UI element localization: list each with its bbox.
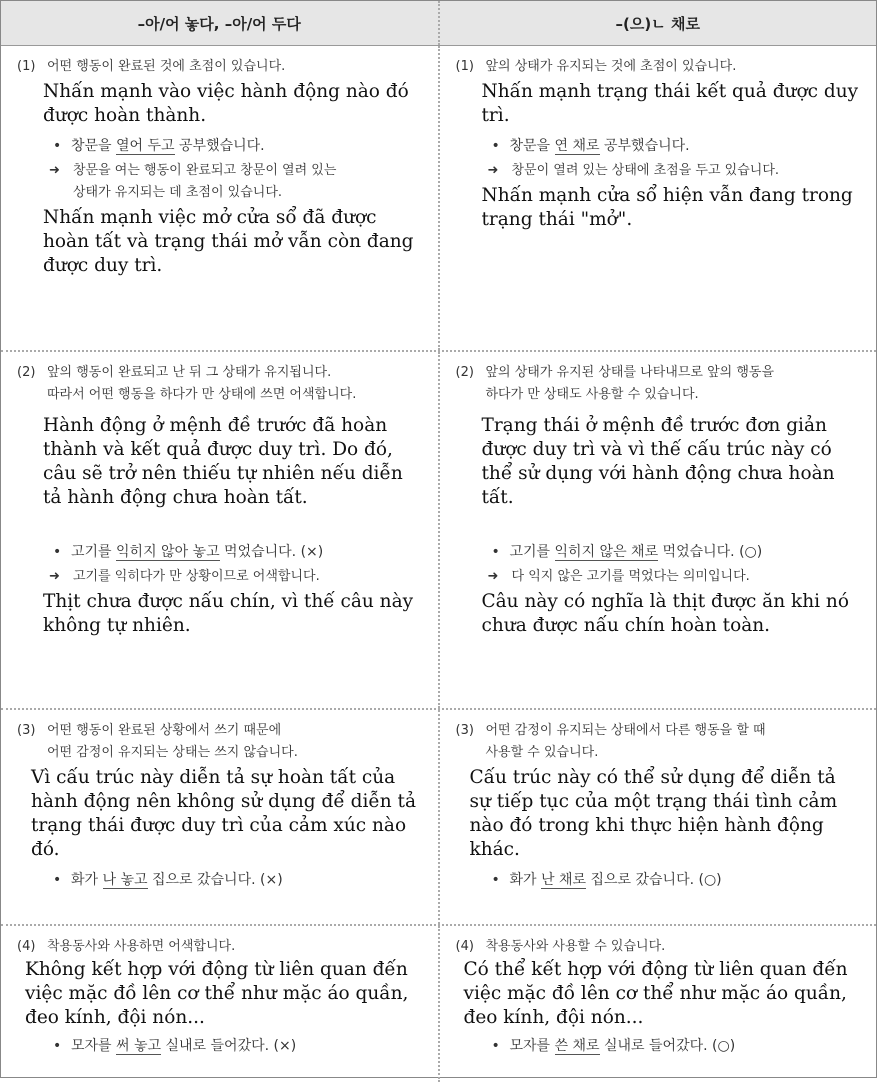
table-header bbox=[1, 1, 876, 46]
korean-note: (3) 어떤 감정이 유지되는 상태에서 다른 행동을 할 때 사용할 수 있습니다. bbox=[455, 723, 766, 760]
table-row bbox=[1, 710, 876, 926]
korean-note: (4) 착용동사와 사용할 수 있습니다. bbox=[455, 939, 666, 954]
korean-note: (1) 어떤 행동이 완료된 것에 초점이 있습니다. bbox=[17, 59, 286, 74]
example-sentence: • 모자를 써 놓고 실내로 들어갔다. (×) bbox=[53, 1038, 297, 1054]
table-row bbox=[1, 926, 876, 1082]
explanation-arrow-note: ➜ 창문이 열려 있는 상태에 초점을 두고 있습니다. bbox=[488, 160, 863, 182]
arrow-icon: ➜ bbox=[49, 163, 60, 178]
explanation-arrow-note: ➜ 창문을 여는 행동이 완료되고 창문이 열려 있는 상태가 유지되는 데 초점이 있습니다. bbox=[49, 160, 424, 204]
vietnamese-translation: Nhấn mạnh trạng thái kết quả được duy trì. bbox=[481, 81, 859, 126]
row3-left-cell bbox=[1, 710, 438, 924]
vietnamese-explanation: Câu này có nghĩa là thịt được ăn khi nó chưa được nấu chín hoàn toàn. bbox=[481, 591, 849, 636]
arrow-icon: ➜ bbox=[487, 163, 499, 178]
row2-left-cell bbox=[1, 352, 438, 708]
example-sentence: • 화가 난 채로 집으로 갔습니다. (○) bbox=[491, 872, 722, 888]
vietnamese-translation: Có thể kết hợp với động từ liên quan đến việc mặc đồ lên cơ thể như mặc áo quần, đeo kính, đội nón... bbox=[463, 959, 848, 1028]
row1-right-cell bbox=[438, 46, 877, 350]
vietnamese-explanation: Nhấn mạnh việc mở cửa sổ đã được hoàn tất và trạng thái mở vẫn còn đang được duy trì. bbox=[43, 207, 414, 276]
example-sentence: • 모자를 쓴 채로 실내로 들어갔다. (○) bbox=[491, 1038, 736, 1054]
example-sentence: • 창문을 연 채로 공부했습니다. bbox=[491, 138, 690, 154]
row3-right-cell bbox=[438, 710, 877, 924]
korean-note: (2) 앞의 상태가 유지된 상태를 나타내므로 앞의 행동을 하다가 만 상태도 사용할 수 있습니다. bbox=[455, 365, 775, 402]
row4-left-cell bbox=[1, 926, 438, 1082]
row1-left-cell bbox=[1, 46, 438, 350]
korean-note: (3) 어떤 행동이 완료된 상황에서 쓰기 때문에 어떤 감정이 유지되는 상태는 쓰지 않습니다. bbox=[17, 723, 298, 760]
vietnamese-explanation: Thịt chưa được nấu chín, vì thế câu này không tự nhiên. bbox=[43, 591, 414, 636]
example-sentence: • 화가 나 놓고 집으로 갔습니다. (×) bbox=[53, 872, 283, 888]
example-sentence: • 고기를 익히지 않은 채로 먹었습니다. (○) bbox=[491, 544, 763, 560]
vietnamese-translation: Cấu trúc này có thể sử dụng để diễn tả sự tiếp tục của một trạng thái tình cảm nào đó trong khi thực hiện hành động khác. bbox=[469, 767, 838, 860]
header-left: –아/어 놓다, –아/어 두다 bbox=[137, 14, 301, 33]
row4-right-cell bbox=[438, 926, 877, 1082]
arrow-icon: ➜ bbox=[49, 569, 60, 584]
vietnamese-translation: Hành động ở mệnh đề trước đã hoàn thành và kết quả được duy trì. Do đó, câu sẽ trở nên thiếu tự nhiên nếu diễn tả hành động chưa hoàn tất. bbox=[43, 415, 403, 508]
korean-note: (1) 앞의 상태가 유지되는 것에 초점이 있습니다. bbox=[455, 59, 737, 74]
table-row bbox=[1, 352, 876, 710]
vietnamese-translation: Trạng thái ở mệnh đề trước đơn giản được duy trì và vì thế cấu trúc này có thể sử dụng với hành động chưa hoàn tất. bbox=[481, 415, 835, 508]
arrow-icon: ➜ bbox=[487, 569, 499, 584]
example-sentence: • 고기를 익히지 않아 놓고 먹었습니다. (×) bbox=[53, 544, 324, 560]
example-sentence: • 창문을 열어 두고 공부했습니다. bbox=[53, 138, 265, 154]
vietnamese-translation: Vì cấu trúc này diễn tả sự hoàn tất của hành động nên không sử dụng để diễn tả trạng thái được duy trì của cảm xúc nào đó. bbox=[31, 767, 417, 860]
row2-right-cell bbox=[438, 352, 877, 708]
vietnamese-explanation: Nhấn mạnh cửa sổ hiện vẫn đang trong trạng thái "mở". bbox=[481, 185, 853, 230]
table-row bbox=[1, 46, 876, 352]
explanation-arrow-note: ➜ 고기를 익히다가 만 상황이므로 어색합니다. bbox=[49, 566, 424, 588]
korean-note: (2) 앞의 행동이 완료되고 난 뒤 그 상태가 유지됩니다. 따라서 어떤 행동을 하다가 만 상태에 쓰면 어색합니다. bbox=[17, 365, 357, 402]
vietnamese-translation: Không kết hợp với động từ liên quan đến việc mặc đồ lên cơ thể như mặc áo quần, đeo kính, đội nón... bbox=[25, 959, 409, 1028]
korean-note: (4) 착용동사와 사용하면 어색합니다. bbox=[17, 939, 236, 954]
explanation-arrow-note: ➜ 다 익지 않은 고기를 먹었다는 의미입니다. bbox=[488, 566, 863, 588]
vietnamese-translation: Nhấn mạnh vào việc hành động nào đó được hoàn thành. bbox=[43, 81, 409, 126]
header-right: –(으)ㄴ 채로 bbox=[438, 1, 877, 45]
